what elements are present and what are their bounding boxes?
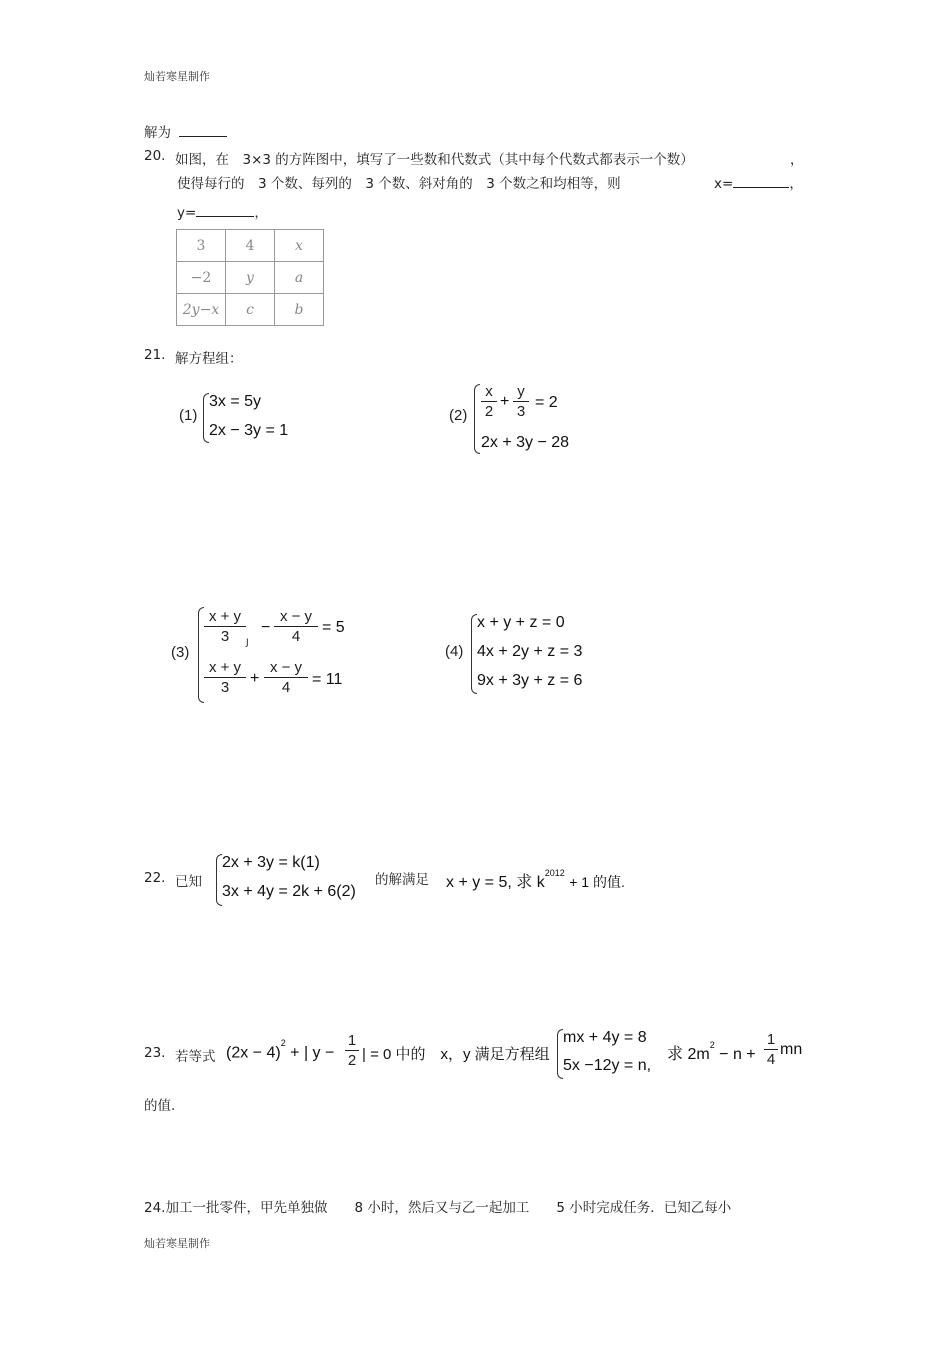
q23-expr3: | = 0 中的 x，y 满足方程组 — [362, 1046, 550, 1063]
q23-ask3: mn — [780, 1041, 803, 1058]
p4-eq1: x + y + z = 0 — [477, 614, 565, 631]
grid-cell: c — [226, 294, 275, 326]
comma: ， — [789, 176, 803, 192]
denominator: 3 — [220, 679, 230, 696]
grid-row — [177, 294, 324, 326]
q20-y-answer — [177, 201, 268, 221]
p2-frac2 — [513, 383, 529, 420]
q23-ask — [667, 1041, 756, 1064]
denominator: 4 — [281, 679, 291, 696]
p1-eq1: 3x = 5y — [209, 393, 262, 410]
y-label: y= — [177, 205, 197, 221]
q20-line1-end: ， — [790, 152, 804, 168]
condition-text: x + y = 5, 求 k — [446, 874, 545, 891]
grid-cell: b — [275, 294, 324, 326]
q22-condition — [446, 869, 625, 892]
y-blank — [196, 202, 254, 217]
p2-eq2: 2x + 3y − 28 — [481, 434, 570, 451]
comma: ， — [254, 205, 268, 221]
magic-square-grid — [176, 229, 324, 326]
q20-line2: 使得每行的 3 个数、每列的 3 个数、斜对角的 3 个数之和均相等，则 — [177, 176, 621, 192]
p4-eq3: 9x + 3y + z = 6 — [477, 672, 583, 689]
q22-pre: 已知 — [175, 874, 202, 890]
q24-text: 24.加工一批零件，甲先单独做 8 小时，然后又与乙一起加工 5 小时完成任务．已知乙每小 — [144, 1200, 732, 1216]
grid-cell: y — [226, 262, 275, 294]
p4-label: (4) — [445, 643, 464, 660]
plus-sign: + — [250, 670, 260, 687]
page-header: 灿若寒星制作 — [144, 70, 210, 83]
denominator: 3 — [516, 403, 526, 420]
p2-rhs: = 2 — [535, 394, 558, 411]
p3-rhs1: = 5 — [322, 619, 345, 636]
p3-frac3 — [204, 659, 246, 696]
numerator: x — [481, 383, 497, 402]
p3-frac4 — [264, 659, 308, 696]
p3-frac1 — [204, 608, 246, 645]
x-blank — [733, 173, 789, 188]
denominator: 4 — [766, 1051, 776, 1068]
denominator: 2 — [484, 403, 494, 420]
grid-cell: 2y−x — [177, 294, 226, 326]
exponent: 2 — [280, 1038, 286, 1048]
page-footer: 灿若寒星制作 — [144, 1237, 210, 1250]
answer-blank — [179, 122, 227, 137]
grid-cell: x — [275, 230, 324, 262]
expr-part: (2x − 4) — [226, 1044, 281, 1062]
p4-eq2: 4x + 2y + z = 3 — [477, 643, 583, 660]
denominator: 4 — [291, 628, 301, 645]
grid-row — [177, 230, 324, 262]
q23-eq2: 5x −12y = n, — [563, 1057, 652, 1074]
numerator: 1 — [764, 1031, 778, 1050]
p1-eq2: 2x − 3y = 1 — [209, 422, 289, 439]
exponent: 2 — [709, 1039, 715, 1050]
minus-sign: − — [261, 619, 271, 636]
numerator: x + y — [204, 608, 246, 627]
q23-pre: 若等式 — [175, 1049, 216, 1065]
q20-x-answer — [714, 172, 803, 192]
p3-frac2 — [274, 608, 318, 645]
q22-eq1: 2x + 3y = k(1) — [222, 854, 320, 871]
q23-eq1: mx + 4y = 8 — [563, 1029, 647, 1046]
ask-text: 求 2m — [667, 1046, 710, 1063]
q19-tail — [144, 121, 227, 141]
q23-frac-half — [345, 1032, 359, 1069]
grid-cell: a — [275, 262, 324, 294]
numerator: y — [513, 383, 529, 402]
p3-label: (3) — [171, 644, 190, 661]
p1-label: (1) — [179, 407, 198, 424]
grid-cell: 3 — [177, 230, 226, 262]
p2-label: (2) — [449, 407, 468, 424]
expr-part: + | y − — [290, 1044, 335, 1062]
ask-text: − n + — [719, 1046, 756, 1063]
p2-frac1 — [481, 383, 497, 420]
numerator: x − y — [264, 659, 308, 678]
denominator: 3 — [220, 628, 230, 645]
plus-sign: + — [500, 393, 510, 410]
p3-mark: J — [246, 638, 249, 648]
grid-cell: −2 — [177, 262, 226, 294]
q21-number: 21. — [144, 347, 166, 363]
q22-mid: 的解满足 — [375, 872, 429, 888]
q22-number: 22. — [144, 870, 166, 886]
q23-expr1 — [226, 1038, 335, 1062]
numerator: x + y — [204, 659, 246, 678]
grid-cell: 4 — [226, 230, 275, 262]
brace — [474, 384, 480, 454]
exponent: 2012 — [544, 867, 565, 878]
numerator: 1 — [345, 1032, 359, 1051]
q20-number: 20. — [144, 148, 166, 164]
q20-line1: 如图，在 3×3 的方阵图中，填写了一些数和代数式（其中每个代数式都表示一个数） — [175, 152, 694, 168]
grid-row — [177, 262, 324, 294]
q23-number: 23. — [144, 1045, 166, 1061]
numerator: x − y — [274, 608, 318, 627]
q19-tail-text: 解为 — [144, 125, 171, 141]
q23-line2: 的值. — [144, 1098, 176, 1114]
q22-eq2: 3x + 4y = 2k + 6(2) — [222, 883, 356, 900]
q22-tail: + 1 的值. — [569, 874, 625, 890]
p3-rhs2: = 11 — [312, 671, 343, 688]
x-label: x= — [714, 176, 734, 192]
q21-title: 解方程组： — [175, 351, 243, 367]
denominator: 2 — [347, 1052, 357, 1069]
q23-frac-quarter — [764, 1031, 778, 1068]
